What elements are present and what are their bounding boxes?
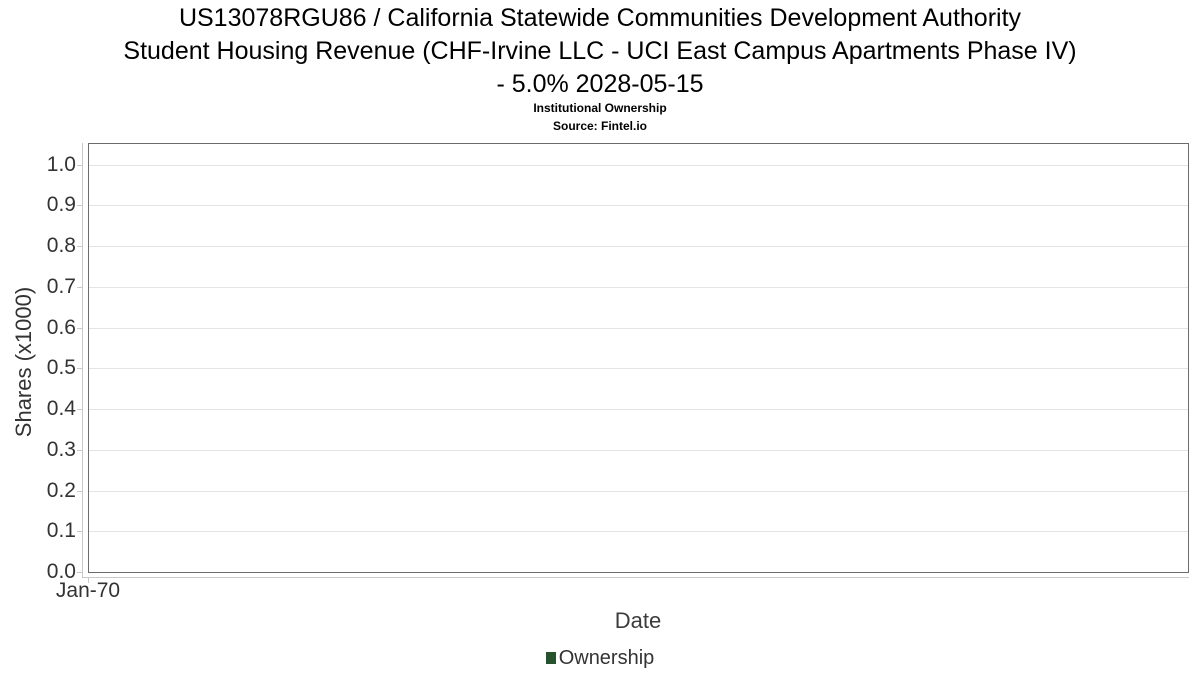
legend-label: Ownership [558,647,655,669]
gridline [89,328,1188,329]
gridline [89,368,1188,369]
y-tick-label: 0.9 [46,193,76,216]
y-tick-label: 0.0 [46,560,76,583]
gridline [89,246,1188,247]
y-tick-label: 0.7 [46,275,76,298]
y-axis-line [82,143,83,578]
gridline [89,491,1188,492]
y-tick-mark [77,246,83,247]
chart-title-line-2: Student Housing Revenue (CHF-Irvine LLC - UCI East Campus Apartments Phase IV) [123,37,1077,65]
y-tick-mark [77,368,83,369]
y-axis-title: Shares (x1000) [11,286,36,438]
x-axis-title: Date [614,608,662,633]
gridline [89,531,1188,532]
y-tick-mark [77,572,83,573]
y-tick-label: 0.3 [46,438,76,461]
chart-title-line-3: - 5.0% 2028-05-15 [496,70,704,98]
gridline [89,205,1188,206]
y-tick-mark [77,409,83,410]
gridline [89,450,1188,451]
y-tick-label: 0.4 [46,397,76,420]
y-tick-label: 0.2 [46,479,76,502]
y-tick-mark [77,328,83,329]
chart-title-line-1: US13078RGU86 / California Statewide Communities Development Authority [178,4,1022,32]
chart-subtitle: Institutional Ownership [533,101,667,115]
y-tick-mark [77,287,83,288]
plot-area [88,143,1189,573]
chart-source: Source: Fintel.io [552,119,647,133]
y-tick-label: 0.6 [46,316,76,339]
chart-title [0,2,1200,101]
y-tick-mark [77,491,83,492]
y-tick-label: 0.1 [46,519,76,542]
x-axis-line [82,577,1189,578]
y-tick-label: 0.8 [46,234,76,257]
y-tick-mark [77,531,83,532]
y-tick-mark [77,165,83,166]
y-tick-mark [77,205,83,206]
y-tick-mark [77,450,83,451]
y-tick-label: 1.0 [46,153,76,176]
legend-item-ownership[interactable] [546,646,655,670]
gridline [89,409,1188,410]
x-tick-label: Jan-70 [55,579,121,602]
legend-marker-square [546,652,556,664]
gridline [89,287,1188,288]
gridline [89,165,1188,166]
legend [0,646,1200,670]
y-tick-label: 0.5 [46,356,76,379]
